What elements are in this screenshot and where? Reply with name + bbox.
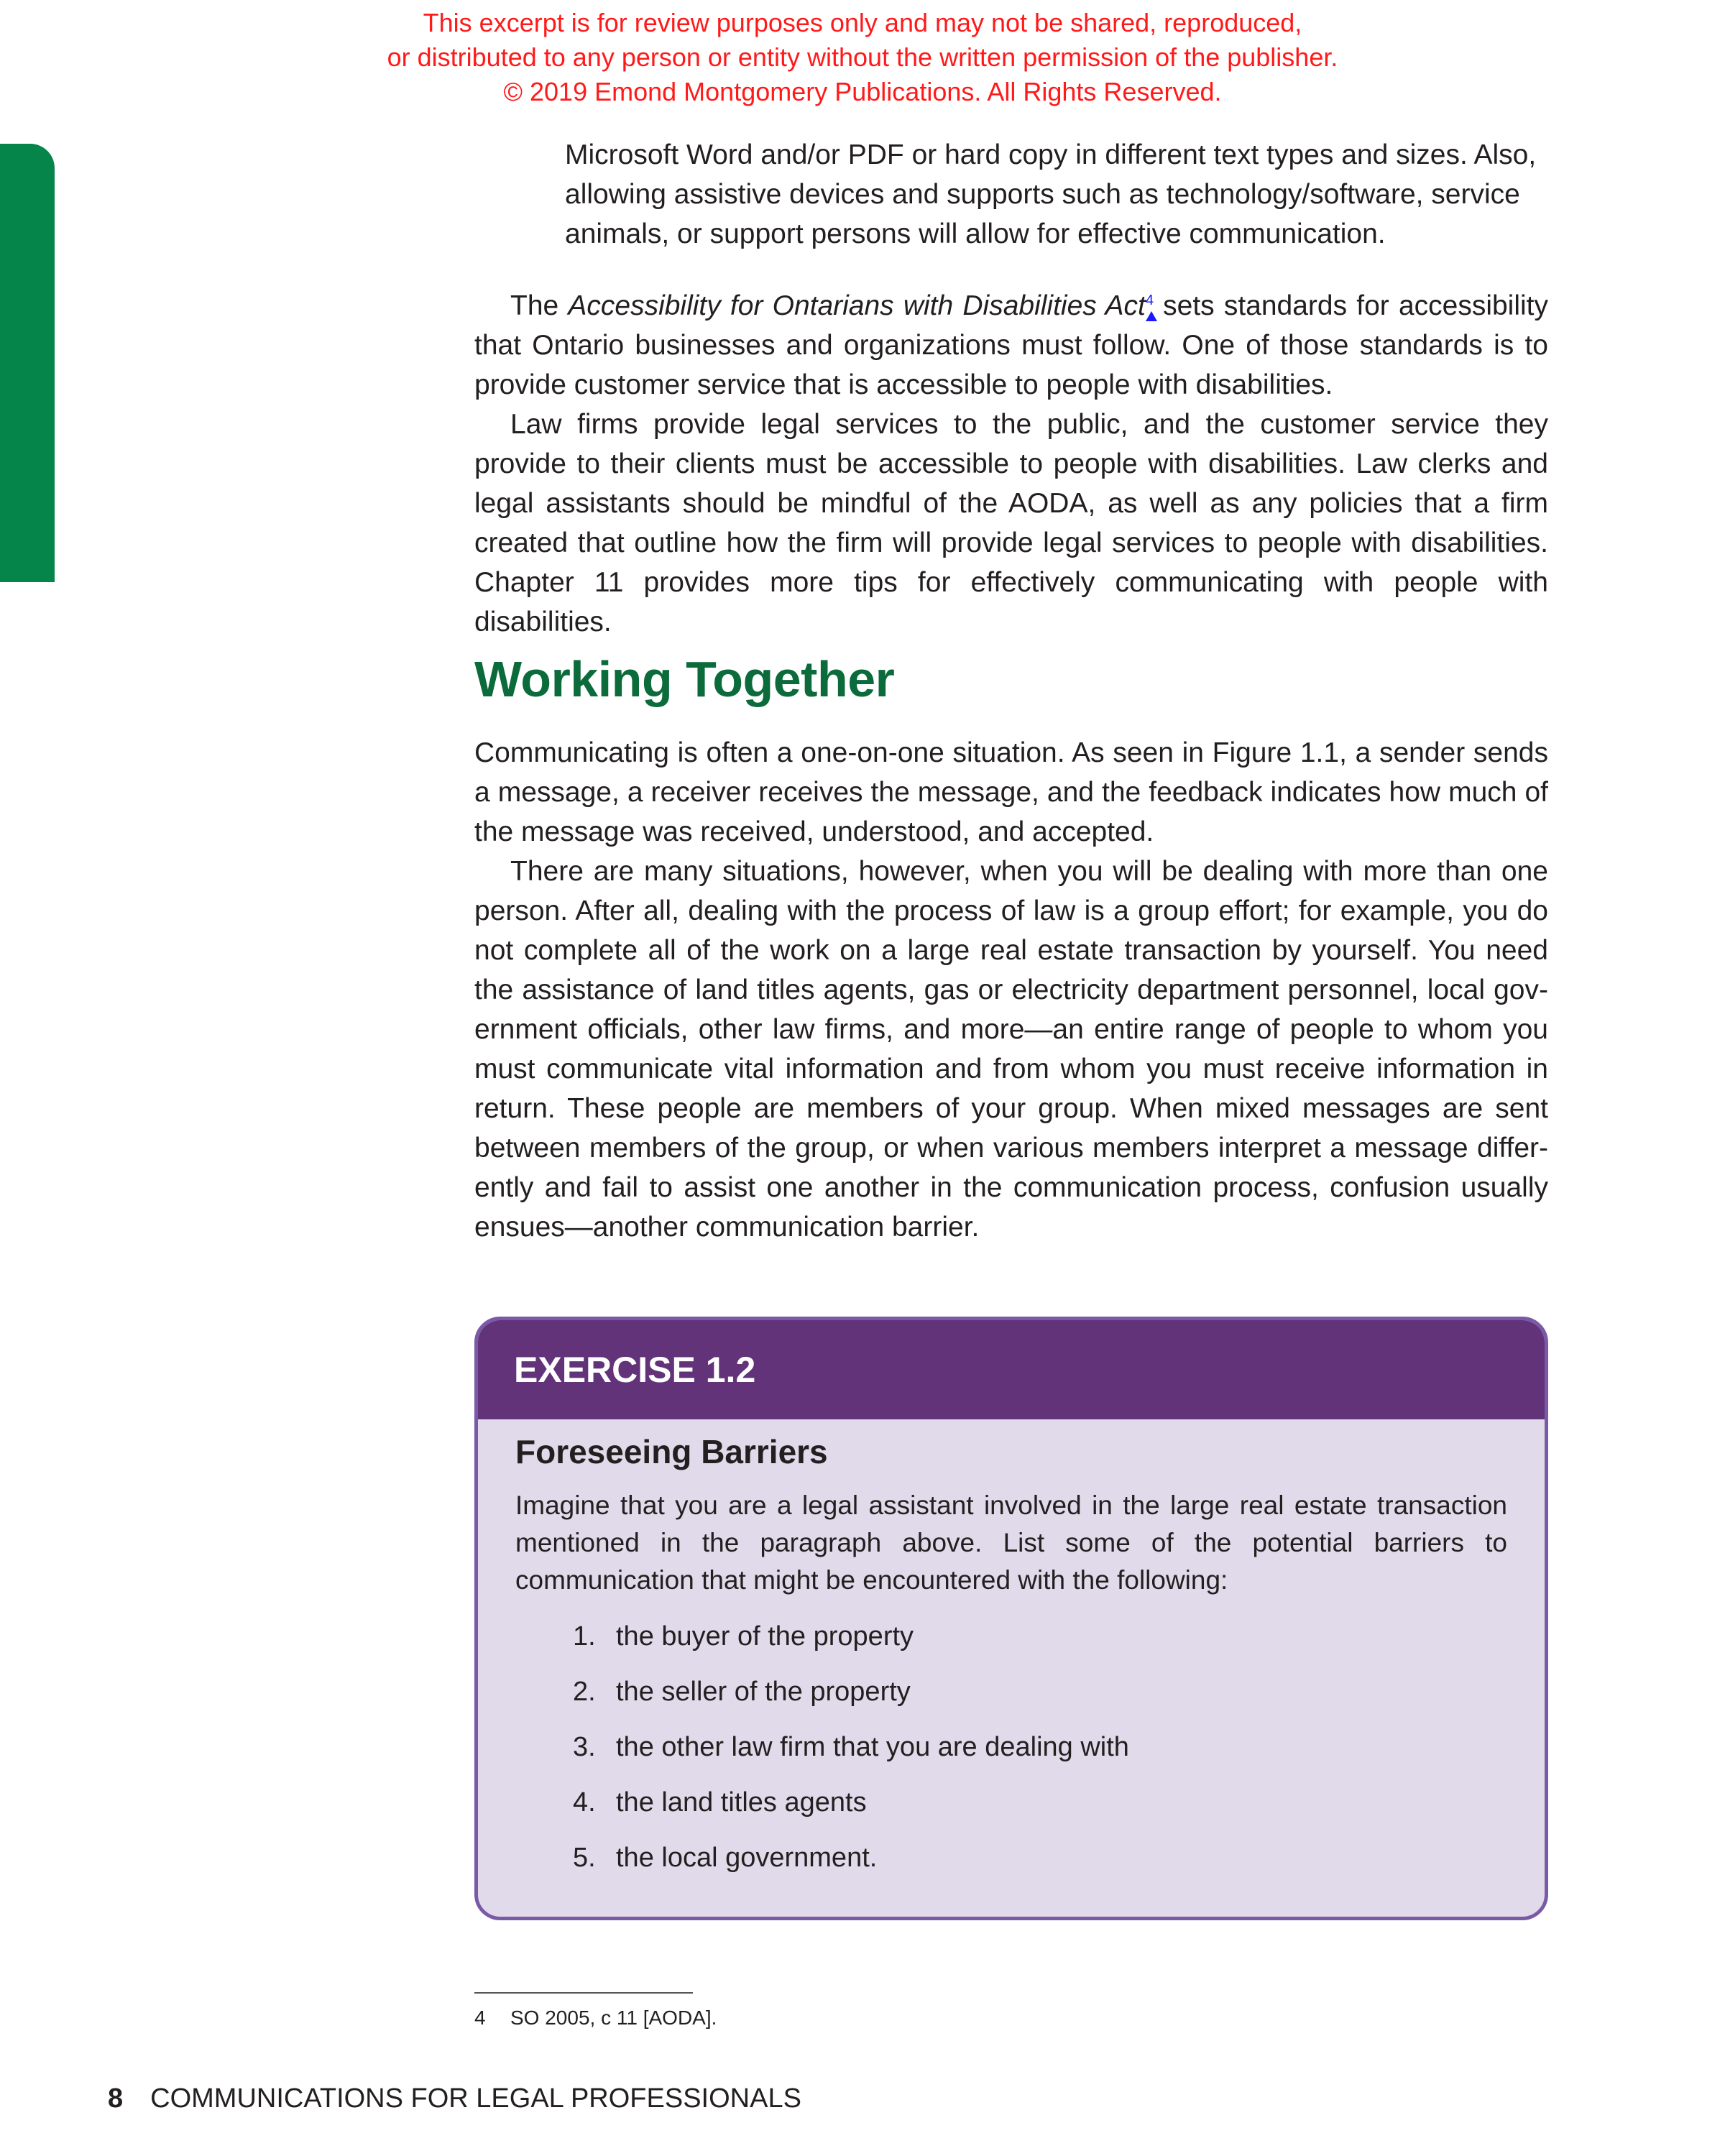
list-item-number: 3. <box>573 1732 596 1762</box>
list-item <box>573 1619 1545 1654</box>
footnote-reference-4[interactable]: 4 <box>1145 292 1154 308</box>
paragraph-aoda <box>474 286 1548 405</box>
running-title: COMMUNICATIONS FOR LEGAL PROFESSIONALS <box>150 2083 801 2114</box>
review-notice <box>0 6 1725 109</box>
paragraph-one-on-one: Communicating is often a one-on-one situation. As seen in Figure 1.1, a sender sends a message, a receiver receives the message, and the feedback indicates how much of the message was received, understood, and accepted. <box>474 737 1548 847</box>
list-item-number: 5. <box>573 1843 596 1873</box>
list-item-text: the other law firm that you are dealing with <box>616 1732 1129 1762</box>
block-quote <box>565 135 1548 254</box>
footnote-text: SO 2005, c 11 [AODA]. <box>510 2007 717 2029</box>
exercise-intro: Imagine that you are a legal assistant involved in the large real estate transaction mentioned in the paragraph above. List some of the potential barriers to communication that might be encountered with the following: <box>515 1491 1507 1595</box>
exercise-box <box>474 1317 1548 1920</box>
exercise-list <box>478 1619 1545 1875</box>
paragraph-aoda-rest: sets standards for accessibility that Ontario businesses and organizations must follow. One of those standards is to provide customer service that is accessible to people with disabilities. <box>474 290 1549 400</box>
body-paragraphs-top <box>474 286 1548 642</box>
paragraph-aoda-lead: The <box>510 290 569 321</box>
list-item-number: 2. <box>573 1677 596 1707</box>
paragraph-law-firms: Law firms provide legal services to the public, and the customer service they provide to their clients must be accessible to people with disabilities. Law clerks and legal assistants should be mindful of the AODA, as well as any policies that a firm created that outline how the firm will provide legal services to people with disabilities. Chapter 11 provides more tips for effectively communicating with people with disabilities. <box>474 409 1548 637</box>
exercise-body <box>515 1487 1507 1599</box>
footnote-divider <box>474 1992 693 1994</box>
review-notice-line-1: This excerpt is for review purposes only and may not be shared, reproduced, <box>423 8 1302 37</box>
page-number: 8 <box>108 2083 124 2114</box>
page-footer <box>108 2081 801 2116</box>
review-notice-line-2: or distributed to any person or entity without the written permission of the publisher. <box>387 42 1338 72</box>
section-heading: Working Together <box>474 651 895 707</box>
paragraph-group-effort: There are many situations, however, when you will be dealing with more than one person. After all, dealing with the process of law is a group effort; for example, you do not complete all of the work on a large real estate transaction by yourself. You need the assistance of land titles agents, gas or electricity department personnel, local government officials, other law firms, and more—an entire range of people to whom you must communicate vital information and from whom you must receive information in return. These people are members of your group. When mixed messages are sent between members of the group, or when various members interpret a message differently and fail to assist one another in the communication process, confusion usually ensues—another communication barrier. <box>474 856 1548 1243</box>
footnote-number: 4 <box>474 2007 486 2029</box>
chapter-edge-tab <box>0 144 55 582</box>
list-item <box>573 1674 1545 1709</box>
footnote-4 <box>474 2005 717 2031</box>
exercise-label: EXERCISE 1.2 <box>478 1320 1545 1419</box>
review-notice-line-3: © 2019 Emond Montgomery Publications. All Rights Reserved. <box>503 77 1222 106</box>
list-item-number: 1. <box>573 1621 596 1651</box>
list-item-text: the buyer of the property <box>616 1621 914 1651</box>
act-title: Accessibility for Ontarians with Disabilities Act <box>568 290 1146 321</box>
body-paragraphs-working-together <box>474 733 1548 1247</box>
list-item-number: 4. <box>573 1787 596 1818</box>
list-item-text: the local government. <box>616 1843 878 1873</box>
list-item <box>573 1785 1545 1820</box>
block-quote-text: Microsoft Word and/or PDF or hard copy in different text types and sizes. Also, allowing assistive devices and supports such as technology/software, service animals, or support persons will allow for effective communication. <box>565 139 1537 249</box>
list-item-text: the land titles agents <box>616 1787 867 1818</box>
list-item <box>573 1841 1545 1875</box>
list-item <box>573 1730 1545 1764</box>
list-item-text: the seller of the property <box>616 1677 911 1707</box>
exercise-title: Foreseeing Barriers <box>515 1433 828 1470</box>
